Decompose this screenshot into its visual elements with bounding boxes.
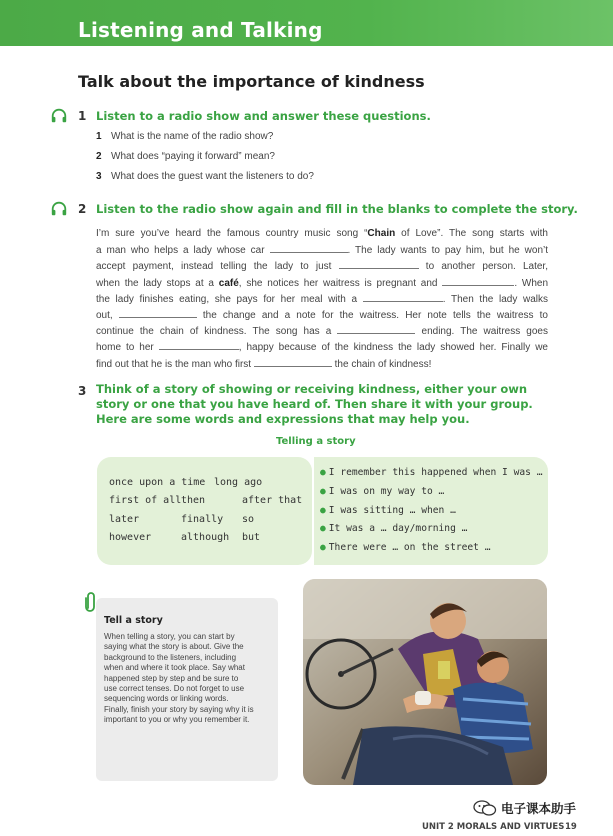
watermark bbox=[473, 799, 576, 817]
question-item: 1 What is the name of the radio show? bbox=[96, 131, 274, 142]
fill-blank[interactable] bbox=[159, 339, 239, 350]
fill-blank[interactable] bbox=[339, 258, 419, 269]
section-title: Talk about the importance of kindness bbox=[78, 72, 425, 91]
linking-word: but bbox=[242, 532, 261, 543]
story-phrases-box bbox=[314, 457, 548, 565]
bullet-icon: ● bbox=[320, 467, 326, 478]
exercise-1-heading bbox=[50, 107, 431, 125]
linking-word: long ago bbox=[214, 477, 263, 488]
page-number: 19 bbox=[565, 822, 577, 832]
fill-blank[interactable] bbox=[337, 323, 415, 334]
linking-word: although bbox=[181, 532, 230, 543]
headphones-icon[interactable] bbox=[50, 107, 68, 125]
exercise-2-heading bbox=[50, 200, 578, 218]
headphones-icon[interactable] bbox=[50, 200, 68, 218]
phrase-item: ● I was on my way to … bbox=[320, 486, 445, 497]
exercise-2-number: 2 bbox=[78, 202, 87, 216]
unit-label: UNIT 2 MORALS AND VIRTUES bbox=[422, 822, 565, 832]
fill-blank[interactable] bbox=[442, 275, 514, 286]
linking-word: finally bbox=[181, 514, 224, 525]
telling-a-story-heading: Telling a story bbox=[276, 436, 356, 447]
question-item: 2 What does “paying it forward” mean? bbox=[96, 151, 275, 162]
fill-blank[interactable] bbox=[270, 242, 348, 253]
phrase-item: ● It was a … day/morning … bbox=[320, 523, 468, 534]
banner-title: Listening and Talking bbox=[78, 18, 323, 42]
linking-word: after that bbox=[242, 495, 303, 506]
linking-word: first of all bbox=[109, 495, 182, 506]
linking-word: however bbox=[109, 532, 152, 543]
exercise-1-questions bbox=[96, 131, 314, 191]
exercise-1-instruction: Listen to a radio show and answer these questions. bbox=[96, 109, 431, 123]
story-photo bbox=[303, 579, 547, 785]
linking-word: then bbox=[181, 495, 206, 506]
fill-blank[interactable] bbox=[119, 307, 197, 318]
exercise-2-instruction: Listen to the radio show again and fill in the blanks to complete the story. bbox=[96, 202, 578, 216]
watermark-text: 电子课本助手 bbox=[501, 801, 577, 816]
bullet-icon: ● bbox=[320, 542, 326, 553]
bullet-icon: ● bbox=[320, 486, 326, 497]
story-passage: I’m sure you’ve heard the famous country music song “Chain of Love”. The song starts with a man who helps a lady whose car . The lady wants to pay him, but he won’t accept payment, instead telling the lady to just to another person. Later, when the lady stops at a café, she notices her waitress is pregnant and . When the lady finishes eating, she pays for her meal with a . Then the lady walks out, the change and a note for the waitress. Her note tells the waitress to continue the chain of kindness. The song has a ending. The waitress goes home to her , happy because of the kindness the lady showed her. Finally we find out that he is the man who first the chain of kindness! bbox=[96, 228, 549, 370]
exercise-1-number: 1 bbox=[78, 109, 87, 123]
bullet-icon: ● bbox=[320, 505, 326, 516]
linking-word: later bbox=[109, 514, 140, 525]
paperclip-icon bbox=[84, 590, 98, 614]
fill-blank[interactable] bbox=[363, 291, 443, 302]
linking-word: so bbox=[242, 514, 255, 525]
tip-title: Tell a story bbox=[104, 615, 163, 626]
header-banner bbox=[0, 0, 613, 46]
photo-two-boys-helping-icon bbox=[303, 579, 547, 785]
linking-words-box bbox=[97, 457, 312, 565]
wechat-icon bbox=[473, 800, 497, 816]
tip-body: When telling a story, you can start by saying what the story is about. Give the background to the listeners, including when and where it took place. Say what happened step by step and be sure to use correct tenses. Do not forget to use sequencing words or linking words. Finally, finish your story by saying why it is important to you or why you remember it. bbox=[104, 632, 254, 725]
fill-blank[interactable] bbox=[254, 356, 332, 367]
phrase-item: ● I remember this happened when I was … bbox=[320, 467, 543, 478]
exercise-3-number: 3 bbox=[78, 384, 87, 398]
bullet-icon: ● bbox=[320, 523, 326, 534]
exercise-3-instruction: Think of a story of showing or receiving kindness, either your own story or one that you have heard of. Then share it with your group. Here are some words and expressions that may help you. bbox=[96, 382, 533, 426]
phrase-item: ● I was sitting … when … bbox=[320, 505, 456, 516]
linking-word: once upon a time bbox=[109, 477, 206, 488]
question-item: 3 What does the guest want the listeners to do? bbox=[96, 171, 314, 182]
phrase-item: ● There were … on the street … bbox=[320, 542, 491, 553]
